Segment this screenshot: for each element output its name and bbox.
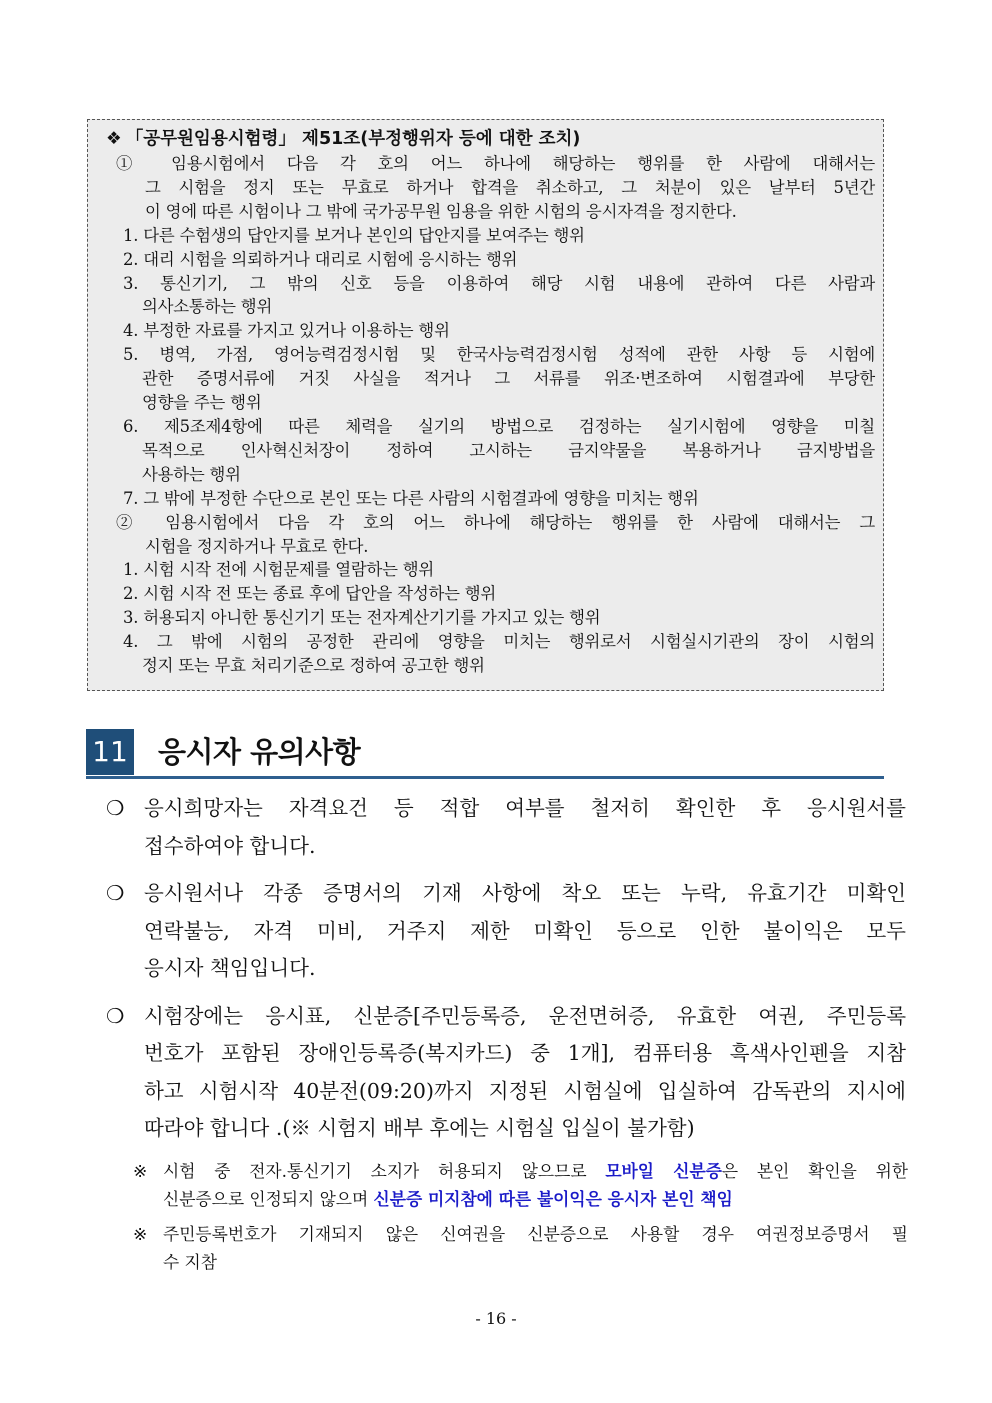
law-item: 3. 통신기기, 그 밖의 신호 등을 이용하여 해당 시험 내용에 관하여 다른 사람과 [123, 273, 875, 293]
footnote: ※ 시험 중 전자.통신기기 소지가 허용되지 않으므로 모바일 신분증은 본인 확인을 위한 신분증으로 인정되지 않으며 신분증 미지참에 따른 불이익은 응시자 본인 책임 [133, 1157, 908, 1213]
law-item-cont: 정지 또는 무효 처리기준으로 정하여 공고한 행위 [142, 656, 485, 676]
law-item: 6. 제5조제4항에 따른 체력을 실기의 방법으로 검정하는 실기시험에 영향을 미칠 [123, 416, 875, 436]
para-marker: ① [116, 154, 150, 173]
law-para1-line: ① 임용시험에서 다음 각 호의 어느 하나에 해당하는 행위를 한 사람에 대해서는 [116, 154, 876, 173]
law-item: 2. 대리 시험을 의뢰하거나 대리로 시험에 응시하는 행위 [123, 249, 518, 269]
law-item: 1. 다른 수험생의 답안지를 보거나 본인의 답안지를 보여주는 행위 [123, 225, 585, 245]
circle-bullet-icon: ❍ [106, 881, 125, 905]
law-item-cont: 사용하는 행위 [142, 464, 241, 484]
diamond-icon: ❖ [106, 129, 122, 149]
circle-bullet-icon: ❍ [106, 796, 125, 820]
law-para1-line: 그 시험을 정지 또는 무효로 하거나 합격을 취소하고, 그 처분이 있은 날부터 5년간 [145, 177, 875, 197]
law-box-title [98, 126, 875, 152]
footnote: ※ 주민등록번호가 기재되지 않은 신여권을 신분증으로 사용할 경우 여권정보증명서 필 수 지참 [133, 1220, 908, 1276]
law-excerpt-box [87, 119, 884, 691]
law-item-cont: 관한 증명서류에 거짓 사실을 적거나 그 서류를 위조·변조하여 시험결과에 부당한 [142, 369, 875, 389]
section-header [86, 726, 884, 779]
notice-item: ❍ 응시희망자는 자격요건 등 적합 여부를 철저히 확인한 후 응시원서를 접수하여야 합니다. [106, 790, 906, 865]
section-number: 11 [86, 729, 134, 775]
para-marker: ② [116, 512, 147, 532]
highlight-mobile-id: 모바일 신분증 [605, 1161, 722, 1181]
reference-mark-icon: ※ [133, 1161, 148, 1181]
law-item-cont: 영향을 주는 행위 [142, 393, 262, 413]
law-item: 1. 시험 시작 전에 시험문제를 열람하는 행위 [123, 560, 435, 580]
law-box-title-text: 「공무원임용시험령」 제51조(부정행위자 등에 대한 조치) [125, 129, 581, 149]
footnotes [133, 1157, 908, 1283]
notice-list [106, 790, 906, 1158]
law-item: 2. 시험 시작 전 또는 종료 후에 답안을 작성하는 행위 [123, 584, 496, 604]
section-divider [86, 776, 884, 779]
law-para2-line: 시험을 정지하거나 무효로 한다. [145, 536, 369, 556]
section-title: 응시자 유의사항 [158, 735, 361, 769]
law-item: 3. 허용되지 아니한 통신기기 또는 전자계산기기를 가지고 있는 행위 [123, 608, 601, 628]
circle-bullet-icon: ❍ [106, 1003, 125, 1028]
law-item-cont: 의사소통하는 행위 [142, 297, 273, 317]
law-para1-line: 이 영에 따른 시험이나 그 밖에 국가공무원 임용을 위한 시험의 응시자격을 정지한다. [145, 201, 737, 221]
highlight-responsibility: 신분증 미지참에 따른 불이익은 응시자 본인 책임 [373, 1189, 733, 1209]
notice-item: ❍ 응시원서나 각종 증명서의 기재 사항에 착오 또는 누락, 유효기간 미확인 연락불능, 자격 미비, 거주지 제한 미확인 등으로 인한 불이익은 모두 응시자 책임입니다. [106, 875, 906, 988]
law-item: 4. 그 밖에 시험의 공정한 관리에 영향을 미치는 행위로서 시험실시기관의 장이 시험의 [123, 632, 875, 652]
law-item: 4. 부정한 자료를 가지고 있거나 이용하는 행위 [123, 321, 450, 341]
notice-item: ❍ 시험장에는 응시표, 신분증[주민등록증, 운전면허증, 유효한 여권, 주민등록 번호가 포함된 장애인등록증(복지카드) 중 1개], 컴퓨터용 흑색사인펜을 지참 하고 시험시작 40분전(09:20)까지 지정된 시험실에 입실하여 감독관의 지시에 따라야 합니다 .(※ 시험지 배부 후에는 시험실 입실이 불가함) [106, 998, 906, 1148]
law-para2-line: ② 임용시험에서 다음 각 호의 어느 하나에 해당하는 행위를 한 사람에 대해서는 그 [116, 512, 875, 532]
law-item: 5. 병역, 가점, 영어능력검정시험 및 한국사능력검정시험 성적에 관한 사항 등 시험에 [123, 345, 875, 365]
page-number: - 16 - [475, 1309, 517, 1328]
law-item: 7. 그 밖에 부정한 수단으로 본인 또는 다른 사람의 시험결과에 영향을 미치는 행위 [123, 488, 699, 508]
law-item-cont: 목적으로 인사혁신처장이 정하여 고시하는 금지약물을 복용하거나 금지방법을 [142, 440, 875, 460]
reference-mark-icon: ※ [133, 1224, 148, 1244]
